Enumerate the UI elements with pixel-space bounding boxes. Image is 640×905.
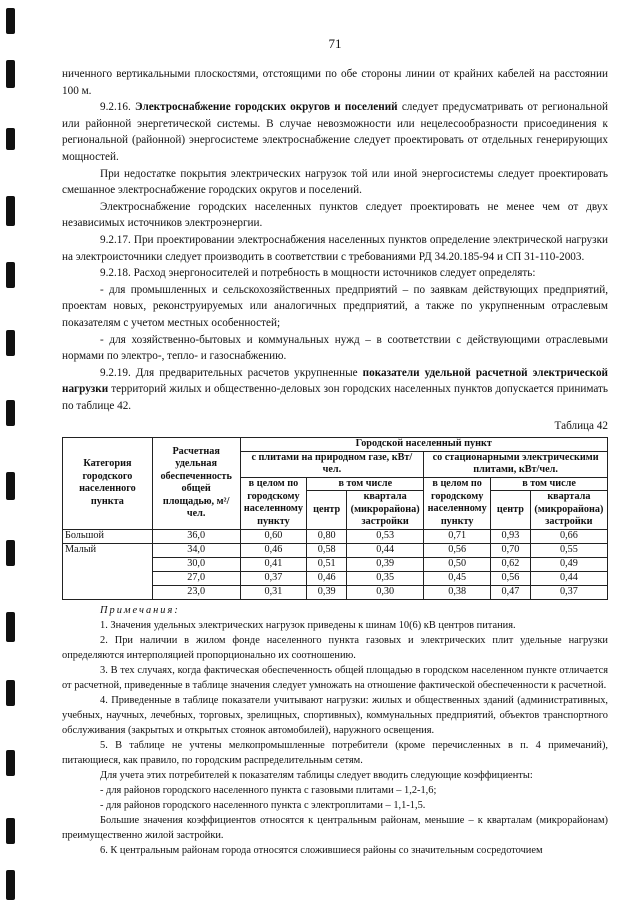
header-city: Городской населенный пункт	[240, 438, 608, 452]
note-item: - для районов городского населенного пункта с газовыми плитами – 1,2-1,6;	[100, 784, 437, 796]
note-item: 3. В тех случаях, когда фактическая обеспеченность общей площадью в городском населенном пункте отличается от расчетной, приведенные в таблице значения следует умножать на отношение фактической обеспеченности к расчетной.	[62, 664, 608, 691]
paragraph: Электроснабжение городских населенных пунктов следует проектировать не менее чем от двух независимых источников электроэнергии.	[62, 200, 608, 230]
list-item: - для хозяйственно-бытовых и коммунальных нужд – в соответствии с действующими отраслевыми нормами по электро-, тепло- и газоснабжению.	[62, 333, 608, 363]
table-42	[62, 437, 608, 600]
paragraph-continuation: ниченного вертикальными плоскостями, отстоящими по обе стороны линии от крайних кабелей на расстоянии 100 м.	[62, 68, 608, 97]
header-area: Расчетная удельная обеспеченность общей площадью, м²/чел.	[152, 438, 240, 530]
header-center-electric: центр	[491, 491, 531, 530]
binding-holes	[6, 0, 18, 905]
table-row: Большой 36,0 0,60 0,80 0,53 0,71 0,93 0,66	[63, 529, 608, 543]
header-gas: с плитами на природном газе, кВт/чел.	[240, 451, 424, 477]
note-item: 4. Приведенные в таблице показатели учитывают нагрузки: жилых и общественных зданий (административных, учебных, научных, лечебных, торговых, зрелищных, спортивных), коммунальных предприятий, объектов транспортного обслуживания (закрытых и открытых стоянок автомобилей), наружного освещения.	[62, 694, 608, 736]
header-center-gas: центр	[307, 491, 347, 530]
note-item: Большие значения коэффициентов относятся к центральным районам, меньшие – к кварталам (микрорайонам) преимущественно жилой застройки.	[62, 814, 608, 841]
table-row: 23,0 0,31 0,39 0,30 0,38 0,47 0,37	[63, 585, 608, 599]
note-item: Для учета этих потребителей к показателям таблицы следует вводить следующие коэффициенты:	[100, 769, 533, 781]
table-caption: Таблица 42	[554, 420, 608, 433]
note-item: 6. К центральным районам города относятся сложившиеся районы со значительным сосредоточием	[100, 844, 543, 856]
paragraph-9-2-16: 9.2.16. Электроснабжение городских округов и поселений следует предусматривать от региональной или районной энергетической системы. В случае невозможности или нецелесообразности присоединения к региональной (районной) энергосистеме электроснабжение следует проектировать от отдельных генерирующих мощностей.	[62, 101, 609, 163]
paragraph: При недостатке покрытия электрических нагрузок той или иной энергосистемы следует проектировать смешанное электроснабжение городских округов и поселений.	[62, 167, 608, 197]
header-electric: со стационарными электрическими плитами, кВт/чел.	[424, 451, 608, 477]
list-item: - для промышленных и сельскохозяйственных предприятий – по заявкам действующих предприятий, проектам новых, реконструируемых или аналогичных предприятий, а также по укрупненным отраслевым показателям с учетом местных особенностей;	[62, 283, 608, 329]
header-category: Категория городского населенного пункта	[63, 438, 153, 530]
paragraph-9-2-18: 9.2.18. Расход энергоносителей и потребность в мощности источников следует определять:	[100, 267, 536, 280]
note-item: 2. При наличии в жилом фонде населенного пункта газовых и электрических плит удельные нагрузки определяются интерполяцией пропорционально их соотношению.	[62, 634, 608, 661]
notes-heading: Примечания:	[100, 604, 180, 616]
notes	[62, 603, 608, 858]
header-overall-gas: в целом по городскому населенному пункту	[240, 477, 307, 529]
table-row: 27,0 0,37 0,46 0,35 0,45 0,56 0,44	[63, 571, 608, 585]
note-item: - для районов городского населенного пункта с электроплитами – 1,1-1,5.	[100, 799, 426, 811]
page-number: 71	[328, 36, 342, 51]
table-row: Малый 34,0 0,46 0,58 0,44 0,56 0,70 0,55	[63, 543, 608, 557]
header-micro-electric: квартала (микрорайона) застройки	[530, 491, 607, 530]
body-text	[62, 66, 608, 858]
header-incl-electric: в том числе	[491, 477, 608, 491]
paragraph-9-2-19: 9.2.19. Для предварительных расчетов укрупненные показатели удельной расчетной электрической нагрузки территорий жилых и общественно-деловых зон городских населенных пунктов допускается принимать по таблице 42.	[62, 366, 608, 412]
header-micro-gas: квартала (микрорайона) застройки	[347, 491, 424, 530]
paragraph-9-2-17: 9.2.17. При проектировании электроснабжения населенных пунктов определение электрической нагрузки на электроисточники следует производить в соответствии с требованиями РД 34.20.185-94 и СП 31-110-2003.	[62, 233, 608, 263]
table-row: 30,0 0,41 0,51 0,39 0,50 0,62 0,49	[63, 557, 608, 571]
header-incl-gas: в том числе	[307, 477, 424, 491]
note-item: 1. Значения удельных электрических нагрузок приведены к шинам 10(6) кВ центров питания.	[100, 619, 516, 631]
header-overall-electric: в целом по городскому населенному пункту	[424, 477, 491, 529]
note-item: 5. В таблице не учтены мелкопромышленные потребители (кроме перечисленных в п. 4 примечаний), питающиеся, как правило, по городским распределительным сетям.	[62, 739, 608, 766]
